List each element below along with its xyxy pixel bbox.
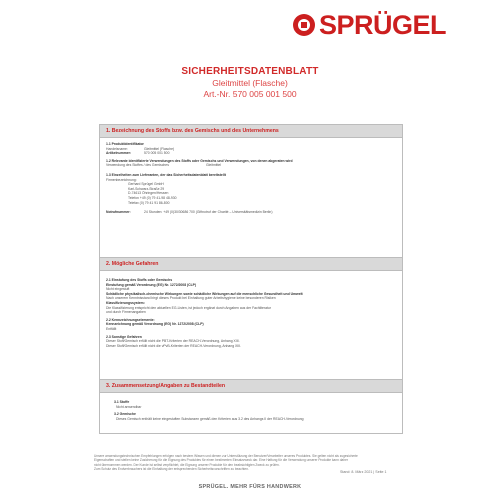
document-title: SICHERHEITSDATENBLATT xyxy=(181,66,319,77)
trade-name-value: Gleitmittel (Flasche) xyxy=(144,146,175,151)
disclaimer xyxy=(94,454,404,471)
effects-text: Nach unserem Kenntnisstand birgt dieses Produkt bei Einhaltung guter Arbeitshygiene keine besonderen Risiken xyxy=(106,296,276,301)
brand-logo xyxy=(293,12,446,38)
section-3-body xyxy=(100,393,402,425)
firm-line: Karl-Schwarz-Straße 29 xyxy=(128,186,165,191)
firm-line: Telefon +49 (0) 79 41-98 48-930 xyxy=(128,195,177,200)
firm-label: Firmenbezeichnung: xyxy=(106,177,137,182)
section-1 xyxy=(99,124,403,258)
disclaimer-line: Unsere anwendungstechnischen Empfehlungen erfolgen nach bestem Wissen und dienen zur Unterstützung der Benutzer/Verarbeiter unseres Produktes. Sie gelten nicht als zugesicherte xyxy=(94,454,358,458)
mixtures-text: Dieses Gemisch enthält keine eingestuften Substanzen gemäß den Kriterien aus 3.2 des Anhangs II der REACH-Verordnung xyxy=(116,416,304,421)
labelling-text: Entfällt xyxy=(106,326,117,331)
heading-1-1: 1.1 Produktidentifikator xyxy=(106,142,144,146)
article-number: Art.-Nr. 570 005 001 500 xyxy=(203,89,297,99)
heading-2-1-clp: Einstufung gemäß Verordnung (EG) Nr. 1272/2008 (CLP) xyxy=(106,282,197,287)
product-name: Gleitmittel (Flasche) xyxy=(212,78,288,88)
emergency-row xyxy=(106,210,396,215)
vpvb-text: Dieser Stoff/Gemisch erfüllt nicht die vPvB-Kriterien der REACH-Verordnung, Anhang XIII. xyxy=(106,343,242,348)
brand-name: SPRÜGEL xyxy=(319,10,447,40)
emergency-label: Notrufnummer: xyxy=(106,210,131,215)
heading-2-3: 2.3 Sonstige Gefahren xyxy=(106,334,142,339)
heading-3-2: 3.2 Gemische xyxy=(114,412,136,417)
disclaimer-line: nicht übernommen werden. Der Kunde ist selbst verpflichtet, die Eignung unserer Produkte für den beabsichtigten Zweck zu prüfen. xyxy=(94,462,280,467)
substances-text: Nicht anwendbar xyxy=(116,404,142,409)
use-label: Verwendung des Stoffes / des Gemisches xyxy=(106,163,169,168)
heading-1-2: 1.2 Relevante identifizierte Verwendungen des Stoffs oder Gemischs und Verwendungen, von denen abgeraten wird xyxy=(106,158,293,163)
disclaimer-line: Zum Schutz des Endverbrauchers ist die Einhaltung der entsprechenden Sicherheitsvorschriften zu beachten. xyxy=(94,466,249,471)
classification-text: Nicht eingestuft xyxy=(106,287,130,292)
heading-2-1-effects: Schädliche physikalisch-chemische Wirkungen sowie schädliche Wirkungen auf die menschliche Gesundheit und Umwelt xyxy=(106,291,303,296)
heading-3-1: 3.1 Stoffe xyxy=(114,400,130,404)
section-1-body xyxy=(100,138,402,219)
heading-1-3: 1.3 Einzelheiten zum Lieferanten, der das Sicherheitsdatenblatt bereitstellt xyxy=(106,172,226,177)
heading-2-2-clp: Kennzeichnung gemäß Verordnung (EG) Nr. 1272/2008 (CLP) xyxy=(106,322,204,327)
firm-line: Gerhard Sprügel GmbH xyxy=(128,182,164,187)
section-3-heading: 3. Zusammensetzung/Angaben zu Bestandteilen xyxy=(100,380,402,393)
firm-line: Telefax (0) 79 41 91 86-800 xyxy=(128,200,170,205)
disclaimer-line: Eigenschaften und stellen keine Zusicherung für die Eignung des Produktes für einen bestimmten Einsatzzweck dar. Eine Haftung für die Verwendung unserer Produkte kann daher xyxy=(94,458,348,463)
section-1-heading: 1. Bezeichnung des Stoffs bzw. des Gemischs und des Unternehmens xyxy=(100,125,402,138)
use-value: Gleitmittel xyxy=(206,163,222,168)
footer-slogan: SPRÜGEL. MEHR FÜRS HANDWERK xyxy=(198,484,302,490)
section-3 xyxy=(99,379,403,434)
article-label: Artikelnummer: xyxy=(106,151,132,156)
document-header xyxy=(0,66,500,100)
emergency-value: 24 Stunden: +49 (0)30/30686 700 (Giftnotruf der Charité – Universitätsmedizin Berlin) xyxy=(144,210,273,215)
page-info: Stand: 8. März 2021 | Seite 1 xyxy=(340,470,387,474)
pbt-text: Dieser Stoff/Gemisch erfüllt nicht die PBT-Kriterien der REACH-Verordnung, Anhang XIII. xyxy=(106,339,240,344)
brand-logo-icon xyxy=(293,14,315,36)
trade-name-label: Handelsname: xyxy=(106,146,128,151)
section-2-body xyxy=(100,271,402,352)
firm-line: D-74613 Öhringen/Hessen xyxy=(128,191,169,196)
heading-2-2: 2.2 Kennzeichnungselemente: xyxy=(106,317,155,322)
section-2-heading: 2. Mögliche Gefahren xyxy=(100,258,402,271)
system-text-2: und durch Firmenangaben xyxy=(106,310,146,315)
section-2 xyxy=(99,257,403,380)
article-value: 570 005 001 500 xyxy=(144,151,170,156)
heading-2-1-system: Klassifizierungssystem: xyxy=(106,300,145,305)
system-text-1: Die Klassifizierung entspricht den aktuellen EG-Listen, ist jedoch ergänzt durch Angaben aus der Fachliteratur xyxy=(106,305,271,310)
heading-2-1: 2.1 Einstufung des Stoffs oder Gemischs xyxy=(106,278,173,282)
